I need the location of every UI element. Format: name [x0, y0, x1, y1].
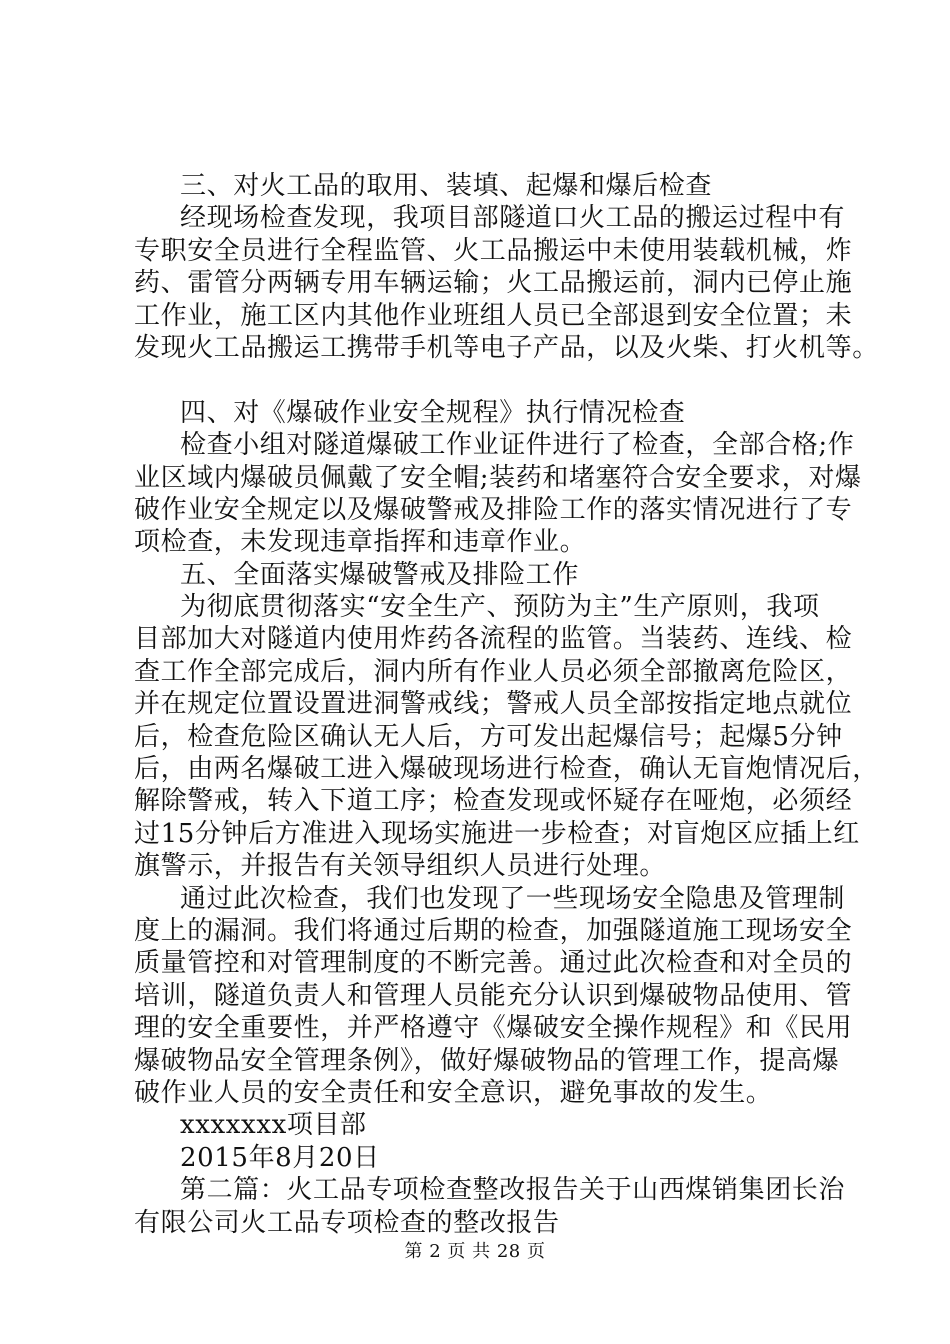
paragraph-line: 发现火工品搬运工携带手机等电子产品，以及火柴、打火机等。 — [134, 332, 879, 363]
chapter-title-line: 有限公司火工品专项检查的整改报告 — [134, 1207, 560, 1238]
paragraph-line: 药、雷管分两辆专用车辆运输；火工品搬运前，洞内已停止施 — [134, 268, 853, 299]
section-heading-3: 三、对火工品的取用、装填、起爆和爆后检查 — [180, 171, 713, 201]
section-heading-4: 四、对《爆破作业安全规程》执行情况检查 — [180, 397, 686, 428]
paragraph-line: 工作业，施工区内其他作业班组人员已全部退到安全位置；未 — [134, 300, 853, 331]
paragraph-line: 后，检查危险区确认无人后，方可发出起爆信号；起爆5分钟 — [134, 721, 843, 752]
paragraph-line: 目部加大对隧道内使用炸药各流程的监管。当装药、连线、检 — [134, 624, 853, 655]
paragraph-line: 专职安全员进行全程监管、火工品搬运中未使用装载机械，炸 — [134, 235, 853, 266]
paragraph-line: 通过此次检查，我们也发现了一些现场安全隐患及管理制 — [180, 883, 846, 914]
paragraph-line: 破作业安全规定以及爆破警戒及排险工作的落实情况进行了专 — [134, 494, 853, 525]
document-body — [134, 170, 879, 1239]
paragraph-line: 为彻底贯彻落实“安全生产、预防为主”生产原则，我项 — [180, 592, 820, 623]
paragraph-line: 度上的漏洞。我们将通过后期的检查，加强隧道施工现场安全 — [134, 915, 853, 946]
signature-organization: xxxxxxx项目部 — [180, 1110, 367, 1141]
paragraph-line: 培训，隧道负责人和管理人员能充分认识到爆破物品使用、管 — [134, 980, 853, 1011]
paragraph-line: 破作业人员的安全责任和安全意识，避免事故的发生。 — [134, 1077, 773, 1108]
signature-date: 2015年8月20日 — [180, 1142, 380, 1173]
paragraph-line: 解除警戒，转入下道工序；检查发现或怀疑存在哑炮，必须经 — [134, 786, 853, 817]
paragraph-line: 经现场检查发现，我项目部隧道口火工品的搬运过程中有 — [180, 203, 846, 234]
blank-line — [134, 364, 834, 396]
paragraph-line: 检查小组对隧道爆破工作业证件进行了检查，全部合格;作 — [180, 430, 855, 461]
paragraph-line: 业区域内爆破员佩戴了安全帽;装药和堵塞符合安全要求，对爆 — [134, 462, 862, 493]
paragraph-line: 项检查，未发现违章指挥和违章作业。 — [134, 527, 587, 558]
paragraph-line: 并在规定位置设置进洞警戒线；警戒人员全部按指定地点就位 — [134, 689, 853, 720]
paragraph-line: 旗警示，并报告有关领导组织人员进行处理。 — [134, 851, 667, 882]
paragraph-line: 后，由两名爆破工进入爆破现场进行检查，确认无盲炮情况后， — [134, 754, 879, 785]
paragraph-line: 过15分钟后方准进入现场实施进一步检查；对盲炮区应插上红 — [134, 818, 860, 849]
page-number-footer: 第 2 页 共 28 页 — [404, 1241, 546, 1262]
paragraph-line: 查工作全部完成后，洞内所有作业人员必须全部撤离危险区， — [134, 656, 853, 687]
paragraph-line: 理的安全重要性，并严格遵守《爆破安全操作规程》和《民用 — [134, 1013, 853, 1044]
paragraph-line: 爆破物品安全管理条例》，做好爆破物品的管理工作，提高爆 — [134, 1045, 840, 1076]
section-heading-5: 五、全面落实爆破警戒及排险工作 — [180, 559, 580, 590]
paragraph-line: 质量管控和对管理制度的不断完善。通过此次检查和对全员的 — [134, 948, 853, 979]
chapter-title-line: 第二篇：火工品专项检查整改报告关于山西煤销集团长治 — [180, 1175, 846, 1206]
